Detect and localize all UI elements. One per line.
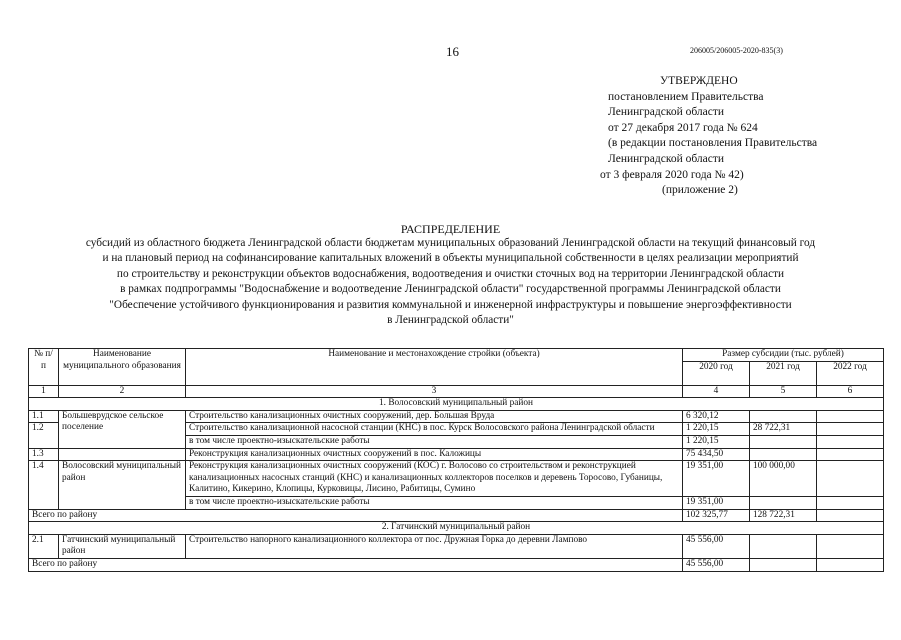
col-number: 1	[29, 385, 59, 398]
row-2020: 1 220,15	[683, 435, 750, 448]
row-2021	[750, 435, 817, 448]
total-label: Всего по району	[29, 558, 683, 571]
row-object: Строительство напорного канализационного коллектора от пос. Дружная Горка до деревни Лампово	[186, 534, 683, 558]
row-municipality	[59, 448, 186, 461]
section-row	[29, 398, 884, 411]
row-2020: 6 320,12	[683, 410, 750, 423]
row-object: в том числе проектно-изыскательские работы	[186, 496, 683, 509]
table-row	[29, 448, 884, 461]
total-row	[29, 509, 884, 522]
document-subtitle	[0, 236, 901, 328]
table-row	[29, 534, 884, 558]
col-number: 6	[817, 385, 884, 398]
row-2021	[750, 448, 817, 461]
header-2022: 2022 год	[817, 361, 884, 385]
table-header-row	[29, 349, 884, 362]
row-2022	[817, 461, 884, 497]
approval-line: (приложение 2)	[662, 184, 738, 197]
row-2022	[817, 448, 884, 461]
total-2022	[817, 558, 884, 571]
row-2022	[817, 534, 884, 558]
subtitle-line: и на плановый период на софинансирование капитальных вложений в объекты муниципальной собственности в целях реализации мероприятий	[102, 252, 799, 265]
header-num: № п/п	[29, 349, 59, 386]
total-2022	[817, 509, 884, 522]
subtitle-line: по строительству и реконструкции объектов водоснабжения, водоотведения и очистки сточных вод на территории Ленинградской области	[116, 267, 785, 280]
row-2022	[817, 423, 884, 436]
row-num: 1.1	[29, 410, 59, 423]
approval-line: (в редакции постановления Правительства	[608, 137, 818, 150]
row-2021	[750, 410, 817, 423]
total-2021	[750, 558, 817, 571]
table-row	[29, 410, 884, 423]
row-municipality: Большеврудское сельское поселение	[59, 410, 186, 448]
row-2021	[750, 496, 817, 509]
row-2020: 1 220,15	[683, 423, 750, 436]
row-2021	[750, 534, 817, 558]
row-num: 2.1	[29, 534, 59, 558]
approval-line: Ленинградской области	[608, 106, 725, 119]
row-2022	[817, 435, 884, 448]
row-num: 1.3	[29, 448, 59, 461]
row-municipality: Гатчинский муниципальный район	[59, 534, 186, 558]
row-object: Строительство канализационной насосной станции (КНС) в пос. Курск Волосовского района Ленинградской области	[186, 423, 683, 436]
column-numbers-row	[29, 385, 884, 398]
row-2022	[817, 410, 884, 423]
subtitle-line: "Обеспечение устойчивого функционирования и развития коммунальной и инженерной инфраструктуры и повышение энергоэффективности	[109, 298, 792, 311]
col-number: 5	[750, 385, 817, 398]
page-number: 16	[446, 44, 459, 59]
row-2020: 19 351,00	[683, 496, 750, 509]
section-row	[29, 522, 884, 535]
header-2020: 2020 год	[683, 361, 750, 385]
total-2020: 102 325,77	[683, 509, 750, 522]
total-2021: 128 722,31	[750, 509, 817, 522]
total-label: Всего по району	[29, 509, 683, 522]
approval-line: УТВЕРЖДЕНО	[660, 75, 738, 87]
row-object: в том числе проектно-изыскательские работы	[186, 435, 683, 448]
approval-line: Ленинградской области	[608, 152, 725, 165]
header-2021: 2021 год	[750, 361, 817, 385]
row-2020: 45 556,00	[683, 534, 750, 558]
row-object: Строительство канализационных очистных сооружений, дер. Большая Вруда	[186, 410, 683, 423]
approval-line: постановлением Правительства	[608, 90, 764, 103]
total-2020: 45 556,00	[683, 558, 750, 571]
row-num: 1.2	[29, 423, 59, 448]
section-title: 2. Гатчинский муниципальный район	[29, 522, 884, 535]
row-municipality: Волосовский муниципальный район	[59, 461, 186, 509]
header-object: Наименование и местонахождение стройки (объекта)	[186, 349, 683, 386]
header-municipality: Наименование муниципального образования	[59, 349, 186, 386]
row-object: Реконструкция канализационных очистных сооружений в пос. Каложицы	[186, 448, 683, 461]
row-2022	[817, 496, 884, 509]
header-subsidy: Размер субсидии (тыс. рублей)	[683, 349, 884, 362]
row-2021: 28 722,31	[750, 423, 817, 436]
total-row	[29, 558, 884, 571]
row-2020: 75 434,50	[683, 448, 750, 461]
subtitle-line: в Ленинградской области"	[387, 314, 514, 327]
row-2020: 19 351,00	[683, 461, 750, 497]
section-title: 1. Волосовский муниципальный район	[29, 398, 884, 411]
approval-block	[600, 74, 817, 199]
row-num: 1.4	[29, 461, 59, 509]
document-code: 206005/206005-2020-835(3)	[690, 46, 783, 55]
col-number: 4	[683, 385, 750, 398]
row-object: Реконструкция канализационных очистных сооружений (КОС) г. Волосово со строительством и реконструкцией канализационных насосных станций (КНС) и канализационных коллекторов поселков и деревень Торосово, Губаницы, Калитино, Кикерино, Клопицы, Курковицы, Лисино, Рабитицы, Сумино	[186, 461, 683, 497]
row-2021: 100 000,00	[750, 461, 817, 497]
col-number: 3	[186, 385, 683, 398]
subsidy-table	[28, 348, 884, 572]
subtitle-line: субсидий из областного бюджета Ленинградской области бюджетам муниципальных образований Ленинградской области на текущий финансовый год	[85, 237, 816, 249]
col-number: 2	[59, 385, 186, 398]
subtitle-line: в рамках подпрограммы "Водоснабжение и водоотведение Ленинградской области" государственной программы Ленинградской области	[120, 283, 781, 296]
table-row	[29, 461, 884, 497]
approval-line: от 3 февраля 2020 года № 42)	[600, 168, 744, 181]
approval-line: от 27 декабря 2017 года № 624	[608, 121, 758, 134]
document-title: РАСПРЕДЕЛЕНИЕ	[400, 222, 501, 236]
